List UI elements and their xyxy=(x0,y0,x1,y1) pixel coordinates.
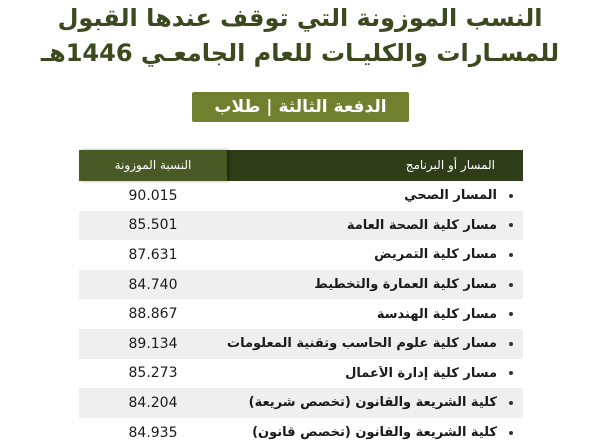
table-row xyxy=(79,388,523,418)
row-program xyxy=(227,366,523,381)
bullet-icon xyxy=(509,253,513,257)
row-score: 84.204 xyxy=(128,394,178,411)
program-label: كلية الشريعة والقانون (تخصص شريعة) xyxy=(248,395,497,411)
page-title-line-2: للمسـارات والكليـات للعام الجامعـي 1446هـ xyxy=(40,39,560,67)
header-program: المسار أو البرنامج xyxy=(227,150,523,181)
row-score: 84.740 xyxy=(128,276,178,293)
program-label: المسار الصحي xyxy=(404,188,497,204)
table-row xyxy=(79,211,523,241)
row-program xyxy=(227,247,523,262)
table-row xyxy=(79,329,523,359)
bullet-icon xyxy=(509,431,513,435)
row-program xyxy=(227,336,523,351)
table-row xyxy=(79,270,523,300)
table-row xyxy=(79,359,523,389)
row-score: 89.134 xyxy=(128,335,178,352)
program-label: مسار كلية إدارة الأعمال xyxy=(345,365,497,381)
program-label: مسار كلية الصحة العامة xyxy=(346,217,497,233)
table-row xyxy=(79,181,523,211)
row-program xyxy=(227,277,523,292)
row-program xyxy=(227,425,523,440)
bullet-icon xyxy=(509,223,513,227)
bullet-icon xyxy=(509,371,513,375)
row-score: 88.867 xyxy=(128,306,178,323)
program-label: مسار كلية علوم الحاسب وتقنية المعلومات xyxy=(227,336,497,352)
bullet-icon xyxy=(509,194,513,198)
row-score: 84.935 xyxy=(128,424,178,441)
bullet-icon xyxy=(509,283,513,287)
program-label: مسار كلية الهندسة xyxy=(376,306,497,322)
row-score: 90.015 xyxy=(128,187,178,204)
header-score: النسبة الموزونة xyxy=(79,150,227,181)
table-row xyxy=(79,418,523,447)
row-program xyxy=(227,188,523,203)
program-label: كلية الشريعة والقانون (تخصص قانون) xyxy=(252,425,497,441)
table-row xyxy=(79,299,523,329)
bullet-icon xyxy=(509,342,513,346)
row-score: 87.631 xyxy=(128,246,178,263)
row-score: 85.273 xyxy=(128,365,178,382)
row-program xyxy=(227,218,523,233)
bullet-icon xyxy=(509,401,513,405)
row-program xyxy=(227,307,523,322)
table-header xyxy=(79,150,523,181)
row-program xyxy=(227,395,523,410)
row-score: 85.501 xyxy=(128,217,178,234)
program-label: مسار كلية العمارة والتخطيط xyxy=(314,277,497,293)
bullet-icon xyxy=(509,312,513,316)
program-label: مسار كلية التمريض xyxy=(374,247,497,263)
admission-table xyxy=(79,150,523,447)
page-title-line-1: النسب الموزونة التي توقف عندها القبول xyxy=(57,4,543,32)
table-body xyxy=(79,181,523,447)
table-row xyxy=(79,240,523,270)
batch-label: الدفعة الثالثة | طلاب xyxy=(192,92,409,122)
